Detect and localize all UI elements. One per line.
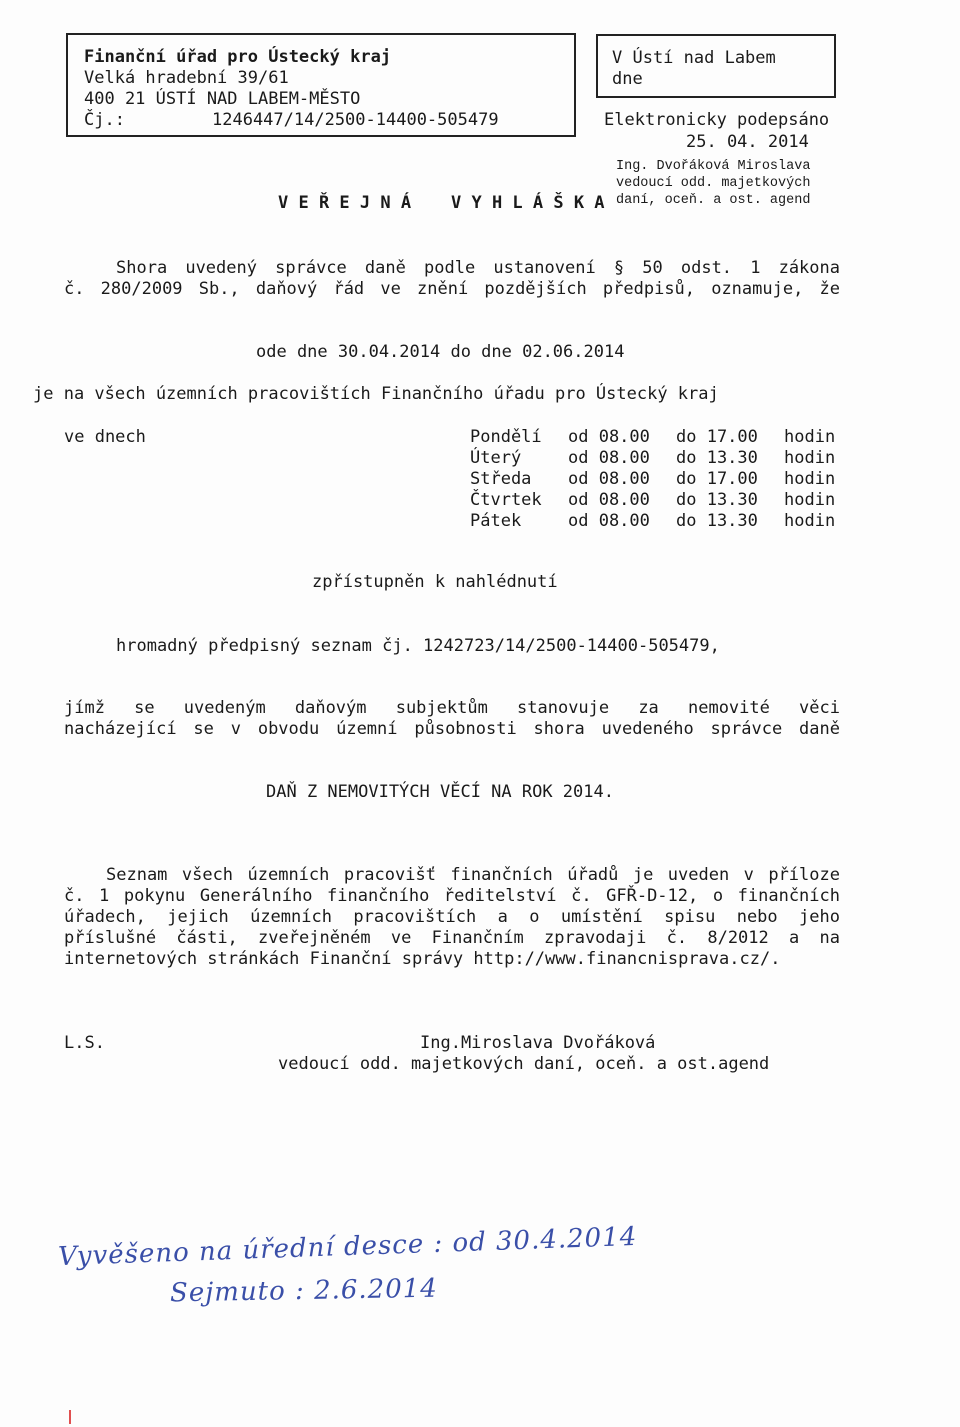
ref-label: Čj.: bbox=[84, 110, 125, 130]
purpose-paragraph bbox=[64, 698, 840, 719]
hours-to: do 13.30 bbox=[676, 490, 758, 510]
hours-from: od 08.00 bbox=[568, 511, 650, 531]
hours-unit: hodin bbox=[784, 511, 836, 531]
purpose-line-1: jímž se uvedeným daňovým subjektům stanovuje za nemovité věci bbox=[64, 698, 840, 718]
hours-row bbox=[470, 448, 844, 469]
days-label: ve dnech bbox=[64, 427, 146, 447]
hours-day: Pondělí bbox=[470, 427, 542, 447]
ref-number: 1246447/14/2500-14400-505479 bbox=[212, 110, 499, 130]
access-line: zpřístupněn k nahlédnutí bbox=[312, 572, 558, 592]
footer-signer-name: Ing.Miroslava Dvořáková bbox=[420, 1033, 656, 1053]
hours-unit: hodin bbox=[784, 490, 836, 510]
intro-line-1: Shora uvedený správce daně podle ustanovení § 50 odst. 1 zákona bbox=[116, 258, 840, 278]
appendix-line-2: č. 1 pokynu Generálního finančního ředitelství č. GFŘ-D-12, o finančních bbox=[64, 886, 840, 906]
seal-mark: L.S. bbox=[64, 1033, 105, 1053]
hours-from: od 08.00 bbox=[568, 469, 650, 489]
signer-role-1: vedoucí odd. majetkových bbox=[616, 176, 811, 191]
period: ode dne 30.04.2014 do dne 02.06.2014 bbox=[256, 342, 625, 362]
appendix-line-3: úřadech, jejich územních pracovištích a o umístění spisu nebo jeho bbox=[64, 907, 840, 927]
hours-row bbox=[470, 427, 844, 448]
hours-to: do 13.30 bbox=[676, 448, 758, 468]
hours-from: od 08.00 bbox=[568, 490, 650, 510]
intro-line-1-wrap bbox=[116, 258, 840, 279]
hours-row bbox=[470, 490, 844, 511]
office-hours-table bbox=[470, 427, 844, 532]
hours-from: od 08.00 bbox=[568, 427, 650, 447]
appendix-line-5: internetových stránkách Finanční správy http://www.financnisprava.cz/. bbox=[64, 949, 781, 969]
place: V Ústí nad Labem bbox=[612, 48, 776, 68]
document-title-word2: V Y H L Á Š K A bbox=[451, 193, 605, 213]
hours-to: do 17.00 bbox=[676, 427, 758, 447]
hours-to: do 13.30 bbox=[676, 511, 758, 531]
hours-day: Středa bbox=[470, 469, 532, 489]
signer-name: Ing. Dvořáková Miroslava bbox=[616, 159, 811, 174]
tax-line: DAŇ Z NEMOVITÝCH VĚCÍ NA ROK 2014. bbox=[266, 782, 614, 802]
handwritten-posted-note: Vyvěšeno na úřední desce : od 30.4.2014 bbox=[57, 1221, 638, 1273]
hours-to: do 17.00 bbox=[676, 469, 758, 489]
hours-unit: hodin bbox=[784, 427, 836, 447]
handwritten-removed-note: Sejmuto : 2.6.2014 bbox=[169, 1273, 439, 1309]
hours-row bbox=[470, 511, 844, 532]
office-street: Velká hradební 39/61 bbox=[84, 68, 289, 88]
hours-unit: hodin bbox=[784, 469, 836, 489]
purpose-line-2: nacházející se v obvodu územní působnosti shora uvedeného správce daně bbox=[64, 719, 840, 739]
document-title-word1: V E Ř E J N Á bbox=[278, 193, 412, 213]
scan-mark bbox=[69, 1410, 71, 1424]
signed-date: 25. 04. 2014 bbox=[686, 132, 809, 152]
hours-from: od 08.00 bbox=[568, 448, 650, 468]
hours-unit: hodin bbox=[784, 448, 836, 468]
signed-label: Elektronicky podepsáno bbox=[604, 110, 830, 130]
office-name: Finanční úřad pro Ústecký kraj bbox=[84, 47, 392, 67]
office-city: 400 21 ÚSTÍ NAD LABEM-MĚSTO bbox=[84, 89, 361, 109]
date-label: dne bbox=[612, 69, 643, 89]
appendix-line-4: příslušné části, zveřejněném ve Finančním zpravodaji č. 8/2012 a na bbox=[64, 928, 840, 948]
hours-row bbox=[470, 469, 844, 490]
footer-signer-role: vedoucí odd. majetkových daní, oceň. a ost.agend bbox=[278, 1054, 770, 1074]
list-line: hromadný předpisný seznam čj. 1242723/14/2500-14400-505479, bbox=[116, 636, 720, 656]
hours-day: Čtvrtek bbox=[470, 490, 542, 510]
appendix-line-1: Seznam všech územních pracovišť finančních úřadů je uveden v příloze bbox=[106, 865, 840, 885]
intro-line-2-wrap bbox=[64, 279, 840, 300]
location-line: je na všech územních pracovištích Finančního úřadu pro Ústecký kraj bbox=[33, 384, 719, 404]
hours-day: Pátek bbox=[470, 511, 522, 531]
signer-role-2: daní, oceň. a ost. agend bbox=[616, 193, 811, 208]
hours-day: Úterý bbox=[470, 448, 522, 468]
intro-line-2: č. 280/2009 Sb., daňový řád ve znění pozdějších předpisů, oznamuje, že bbox=[64, 279, 840, 299]
